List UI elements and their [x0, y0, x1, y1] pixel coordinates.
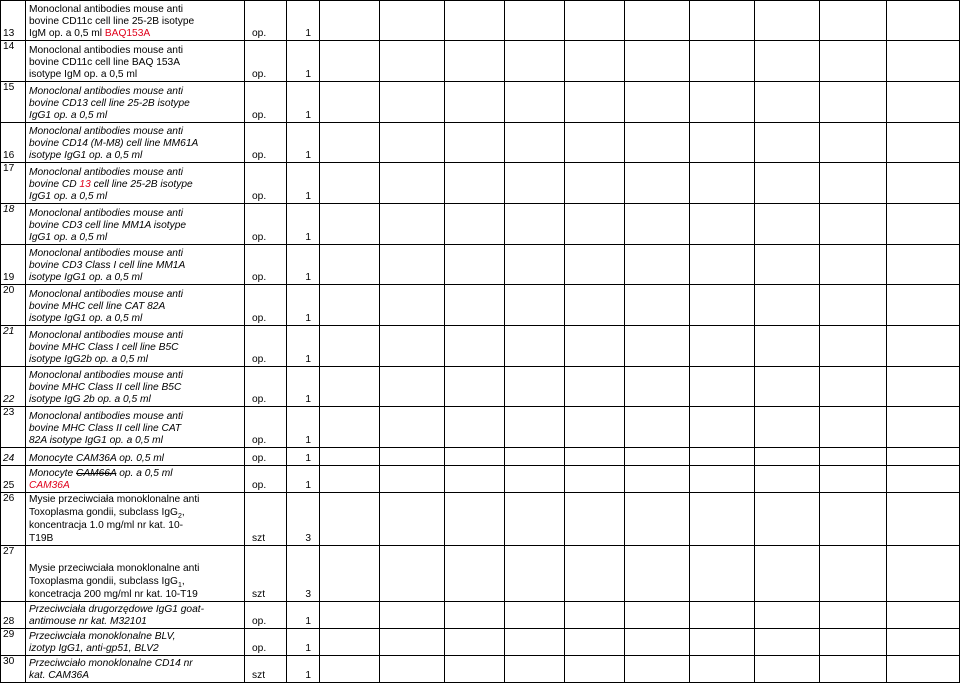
table-row [1, 204, 960, 245]
table-row [1, 493, 960, 546]
quantity-cell: 3 [287, 493, 320, 546]
item-description: Mysie przeciwciała monoklonalne anti Toxoplasma gondii, subclass IgG$_2$, koncentracja 1.0 mg/ml nr kat. 10- T19B [26, 493, 245, 546]
table-row [1, 407, 960, 448]
table-row [1, 82, 960, 123]
item-description: Monoclonal antibodies mouse anti bovine CD14 (M-M8) cell line MM61A isotype IgG1 op. a 0,5 ml [26, 123, 245, 163]
table-row [1, 466, 960, 493]
table-row [1, 245, 960, 285]
quantity-cell: 3 [287, 546, 320, 602]
quantity-cell: 1 [287, 466, 320, 493]
item-description: Monoclonal antibodies mouse anti bovine MHC Class II cell line B5C isotype IgG 2b op. a 0,5 ml [26, 367, 245, 407]
row-number: 21 [1, 326, 26, 367]
quantity-cell: 1 [287, 82, 320, 123]
quantity-cell: 1 [287, 629, 320, 656]
item-description: Monoclonal antibodies mouse anti bovine CD3 cell line MM1A isotype IgG1 op. a 0,5 ml [26, 204, 245, 245]
row-number: 30 [1, 656, 26, 683]
quantity-cell: 1 [287, 367, 320, 407]
quantity-cell: 1 [287, 602, 320, 629]
table-row [1, 1, 960, 41]
table-row [1, 123, 960, 163]
item-description: Monoclonal antibodies mouse anti bovine MHC Class II cell line CAT 82A isotype IgG1 op. a 0,5 ml [26, 407, 245, 448]
table-row [1, 546, 960, 602]
unit-cell: op. [245, 367, 287, 407]
unit-cell: op. [245, 629, 287, 656]
unit-cell: op. [245, 41, 287, 82]
quantity-cell: 1 [287, 163, 320, 204]
item-description: Monocyte CAM66A op. a 0,5 ml CAM36A [26, 466, 245, 493]
item-description: Przeciwciała monoklonalne BLV, izotyp IgG1, anti-gp51, BLV2 [26, 629, 245, 656]
item-description: Przeciwciało monoklonalne CD14 nr kat. CAM36A [26, 656, 245, 683]
unit-cell: op. [245, 448, 287, 466]
unit-cell: op. [245, 245, 287, 285]
quantity-cell: 1 [287, 204, 320, 245]
row-number: 20 [1, 285, 26, 326]
table-row [1, 602, 960, 629]
item-description: Monoclonal antibodies mouse anti bovine CD3 Class I cell line MM1A isotype IgG1 op. a 0,5 ml [26, 245, 245, 285]
unit-cell: szt [245, 546, 287, 602]
row-number: 15 [1, 82, 26, 123]
quantity-cell: 1 [287, 1, 320, 41]
table-row [1, 629, 960, 656]
row-number: 18 [1, 204, 26, 245]
quantity-cell: 1 [287, 245, 320, 285]
item-description: Monoclonal antibodies mouse anti bovine CD11c cell line 25-2B isotype IgM op. a 0,5 ml BAQ153A [26, 1, 245, 41]
quantity-cell: 1 [287, 41, 320, 82]
row-number: 23 [1, 407, 26, 448]
quantity-cell: 1 [287, 326, 320, 367]
table-row [1, 448, 960, 466]
unit-cell: szt [245, 493, 287, 546]
unit-cell: op. [245, 204, 287, 245]
unit-cell: op. [245, 1, 287, 41]
table-row [1, 41, 960, 82]
table-row [1, 367, 960, 407]
unit-cell: op. [245, 285, 287, 326]
row-number: 22 [1, 367, 26, 407]
item-description: Monoclonal antibodies mouse anti bovine CD13 cell line 25-2B isotype IgG1 op. a 0,5 ml [26, 82, 245, 123]
table-row [1, 656, 960, 683]
quantity-cell: 1 [287, 448, 320, 466]
row-number: 27 [1, 546, 26, 602]
unit-cell: op. [245, 326, 287, 367]
unit-cell: szt [245, 656, 287, 683]
unit-cell: op. [245, 407, 287, 448]
quantity-cell: 1 [287, 656, 320, 683]
unit-cell: op. [245, 82, 287, 123]
quantity-cell: 1 [287, 407, 320, 448]
row-number: 16 [1, 123, 26, 163]
item-description: Mysie przeciwciała monoklonalne anti Toxoplasma gondii, subclass IgG$_1$, koncetracja 200 mg/ml nr kat. 10-T19 [26, 546, 245, 602]
item-description: Monoclonal antibodies mouse anti bovine MHC Class I cell line B5C isotype IgG2b op. a 0,5 ml [26, 326, 245, 367]
quantity-cell: 1 [287, 123, 320, 163]
row-number: 14 [1, 41, 26, 82]
table-row [1, 326, 960, 367]
table-row [1, 285, 960, 326]
item-description: Monoclonal antibodies mouse anti bovine CD 13 cell line 25-2B isotype IgG1 op. a 0,5 ml [26, 163, 245, 204]
unit-cell: op. [245, 163, 287, 204]
unit-cell: op. [245, 466, 287, 493]
row-number: 13 [1, 1, 26, 41]
row-number: 17 [1, 163, 26, 204]
row-number: 19 [1, 245, 26, 285]
unit-cell: op. [245, 602, 287, 629]
item-description: Monoclonal antibodies mouse anti bovine MHC cell line CAT 82A isotype IgG1 op. a 0,5 ml [26, 285, 245, 326]
table-row [1, 163, 960, 204]
row-number: 26 [1, 493, 26, 546]
item-description: Przeciwciała drugorzędowe IgG1 goat- antimouse nr kat. M32101 [26, 602, 245, 629]
row-number: 24 [1, 448, 26, 466]
item-description: Monoclonal antibodies mouse anti bovine CD11c cell line BAQ 153A isotype IgM op. a 0,5 ml [26, 41, 245, 82]
catalog-code-highlight: BAQ153A [104, 28, 151, 39]
quantity-cell: 1 [287, 285, 320, 326]
row-number: 29 [1, 629, 26, 656]
row-number: 25 [1, 466, 26, 493]
row-number: 28 [1, 602, 26, 629]
unit-cell: op. [245, 123, 287, 163]
item-description: Monocyte CAM36A op. 0,5 ml [26, 448, 245, 466]
